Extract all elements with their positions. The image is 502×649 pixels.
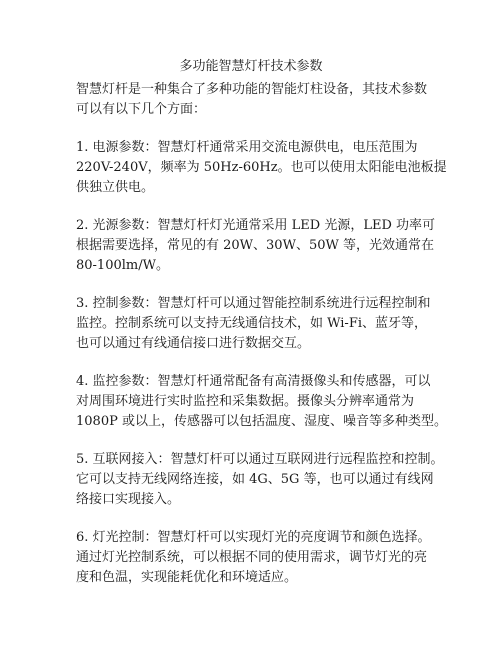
- paragraph-line: 度和色温，实现能耗优化和环境适应。: [76, 570, 298, 585]
- paragraph-line: 通过灯光控制系统，可以根据不同的使用需求，调节灯光的亮: [76, 550, 428, 565]
- paragraph-line: 供独立供电。: [76, 180, 155, 195]
- paragraph-line: 可以有以下几个方面：: [76, 102, 207, 117]
- paragraph-line: 监控。控制系统可以支持无线通信技术，如 Wi-Fi、蓝牙等，: [76, 316, 427, 331]
- paragraph-line: 6. 灯光控制：智慧灯杆可以实现灯光的亮度调节和颜色选择。: [76, 530, 431, 545]
- paragraph-line: 络接口实现接入。: [76, 492, 181, 507]
- paragraph-lighting-control: [76, 528, 456, 588]
- paragraph-line: 1080P 或以上，传感器可以包括温度、湿度、噪音等多种类型。: [76, 414, 447, 429]
- paragraph-line: 4. 监控参数：智慧灯杆通常配备有高清摄像头和传感器，可以: [76, 374, 431, 389]
- paragraph-line: 1. 电源参数：智慧灯杆通常采用交流电源供电，电压范围为: [76, 140, 418, 155]
- paragraph-power-params: [76, 138, 456, 198]
- paragraph-line: 也可以通过有线通信接口进行数据交互。: [76, 336, 311, 351]
- paragraph-monitoring-params: [76, 372, 456, 432]
- paragraph-internet-access: [76, 450, 456, 510]
- paragraph-line: 对周围环境进行实时监控和采集数据。摄像头分辨率通常为: [76, 394, 415, 409]
- paragraph-line: 智慧灯杆是一种集合了多种功能的智能灯柱设备，其技术参数: [76, 82, 428, 97]
- paragraph-line: 根据需要选择，常见的有 20W、30W、50W 等，光效通常在: [76, 238, 434, 253]
- paragraph-line: 3. 控制参数：智慧灯杆可以通过智能控制系统进行远程控制和: [76, 296, 431, 311]
- paragraph-line: 5. 互联网接入：智慧灯杆可以通过互联网进行远程监控和控制。: [76, 452, 444, 467]
- document-body: [76, 80, 456, 606]
- paragraph-line: 220V-240V，频率为 50Hz-60Hz。也可以使用太阳能电池板提: [76, 160, 447, 175]
- document-title: 多功能智慧灯杆技术参数: [179, 59, 323, 74]
- paragraph-intro: [76, 80, 456, 120]
- paragraph-line: 2. 光源参数：智慧灯杆灯光通常采用 LED 光源，LED 功率可: [76, 218, 436, 233]
- paragraph-line: 80-100lm/W。: [76, 258, 169, 273]
- paragraph-light-source-params: [76, 216, 456, 276]
- paragraph-line: 它可以支持无线网络连接，如 4G、5G 等，也可以通过有线网: [76, 472, 434, 487]
- paragraph-control-params: [76, 294, 456, 354]
